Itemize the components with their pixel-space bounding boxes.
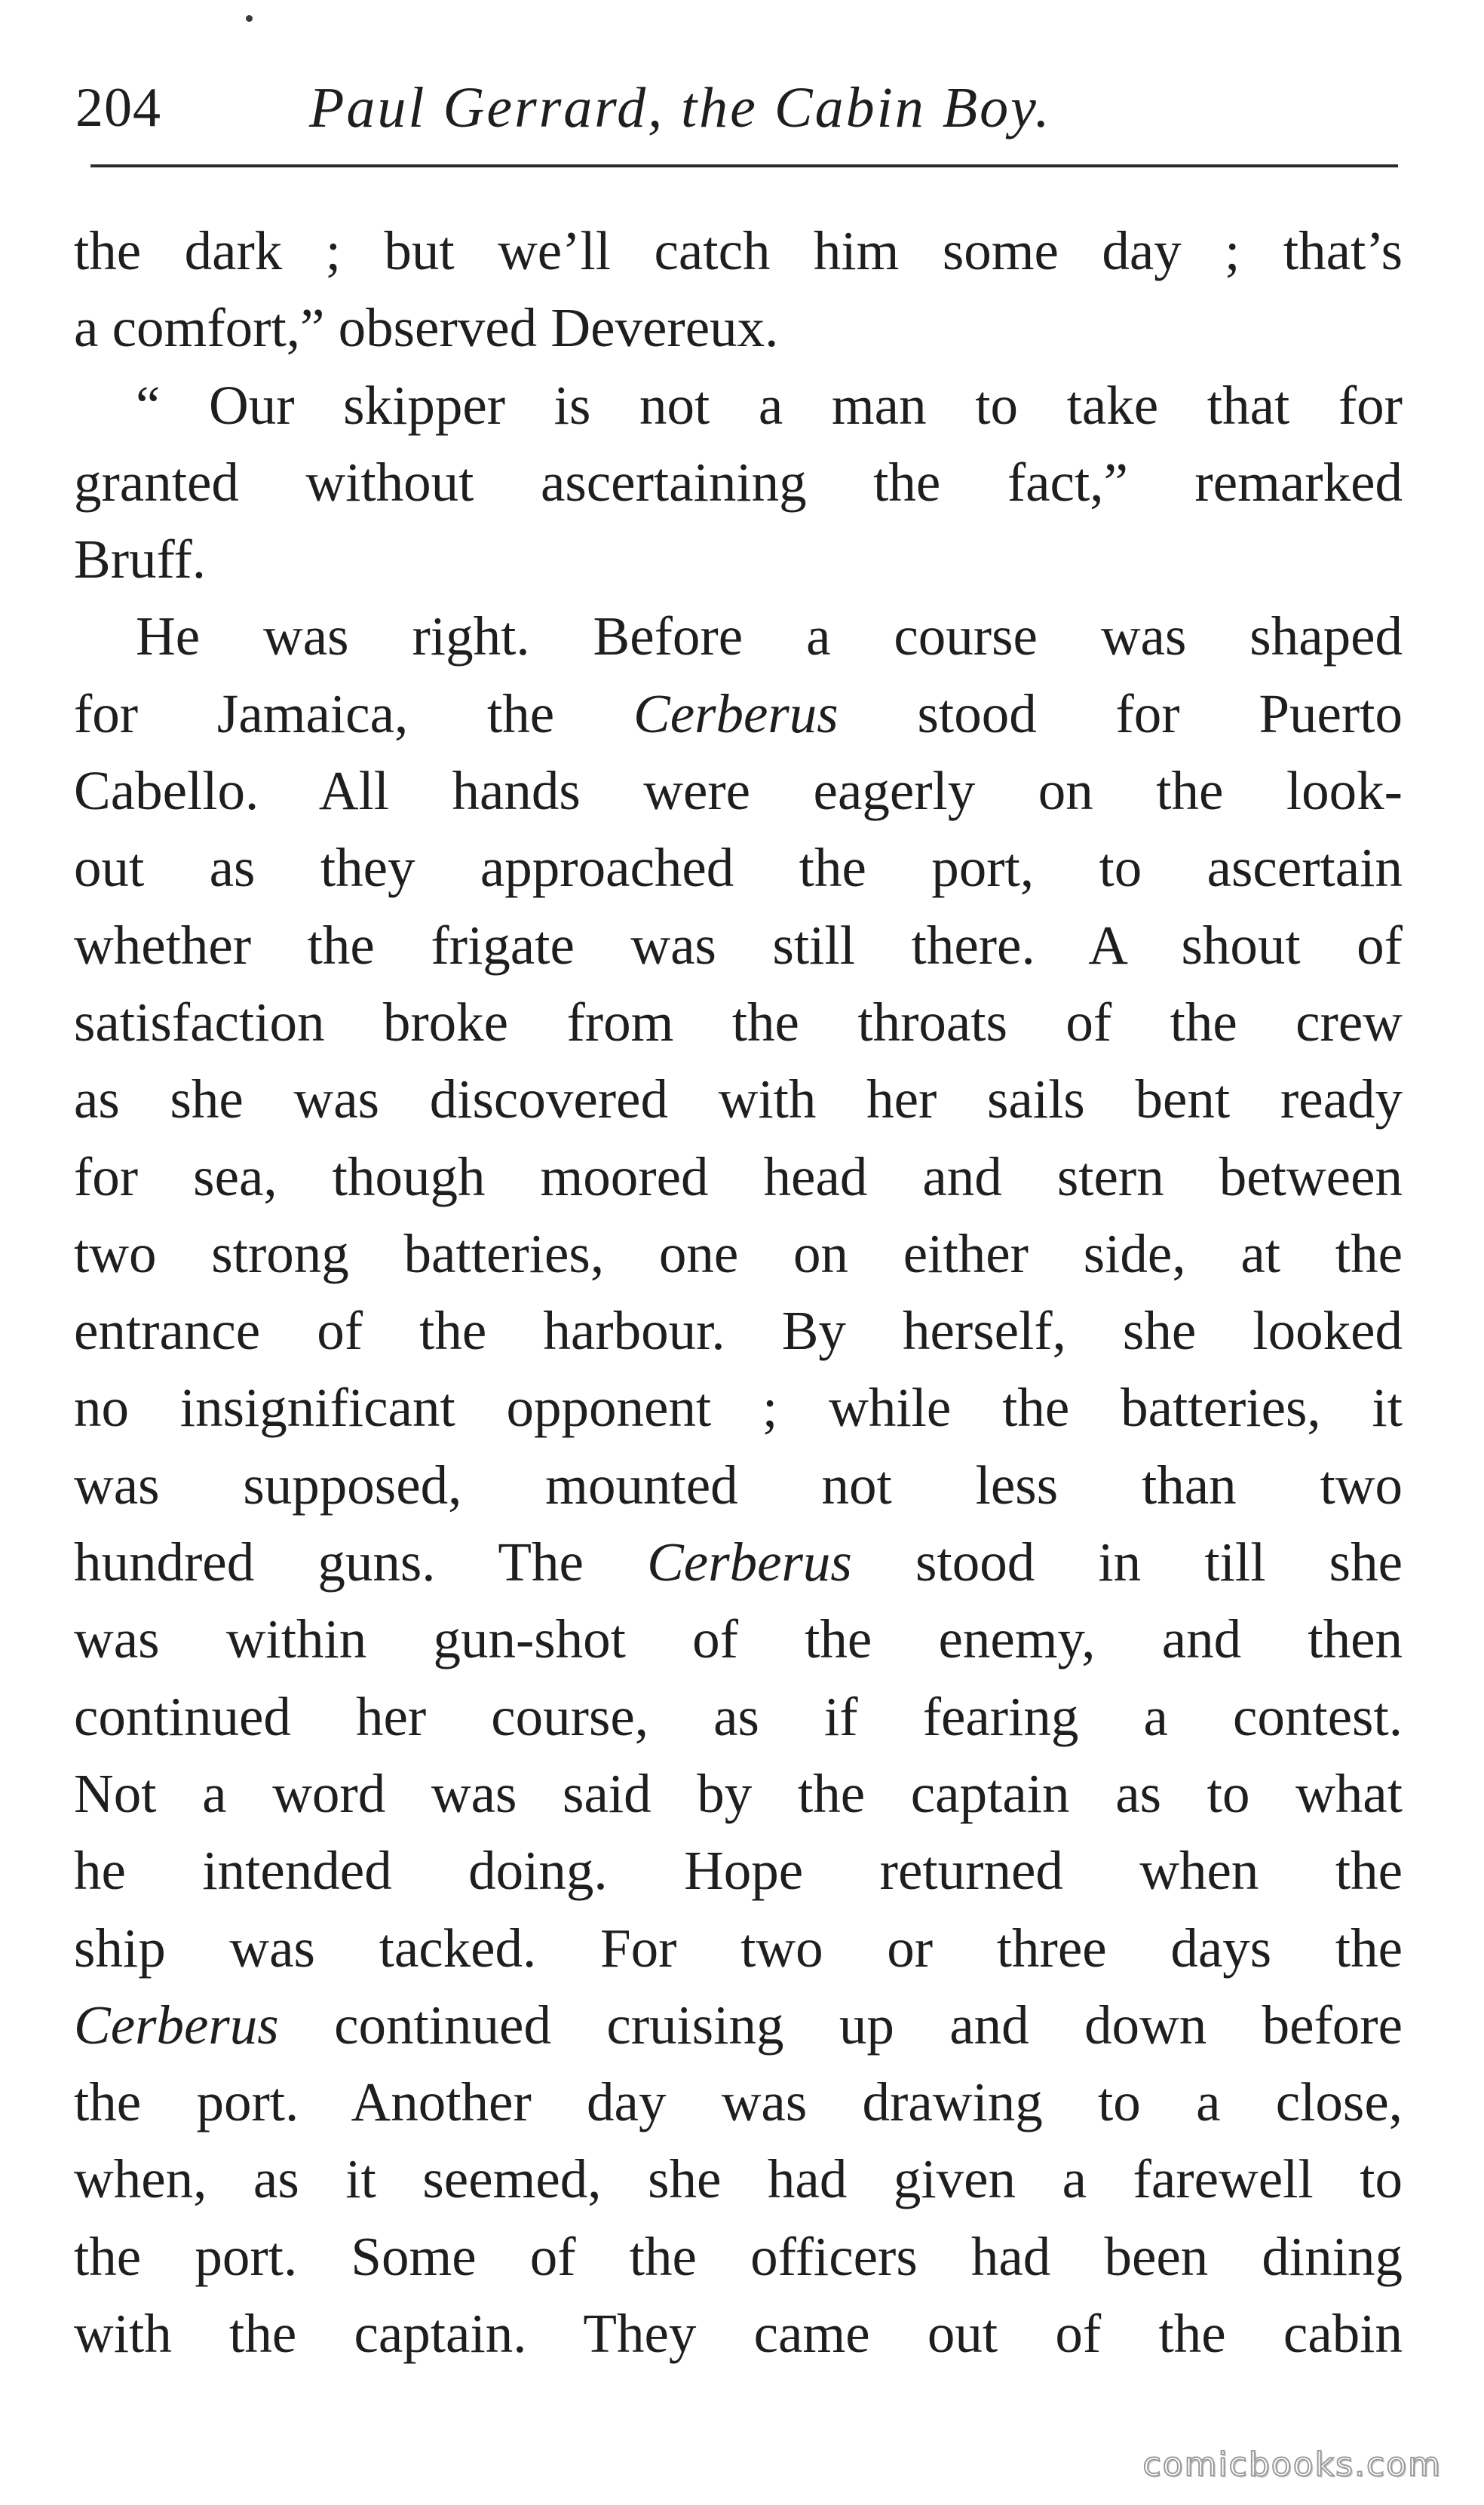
text-line: as she was discovered with her sails bent ready xyxy=(74,1069,1403,1130)
text-line: ship was tacked. For two or three days the xyxy=(74,1917,1403,1979)
text-line: the port. Some of the officers had been dining xyxy=(74,2225,1403,2287)
ship-name: Cerberus xyxy=(647,1532,852,1593)
body-text xyxy=(74,213,1403,2372)
running-title: Paul Gerrard, the Cabin Boy. xyxy=(309,76,1052,140)
text-line: continued her course, as if fearing a contest. xyxy=(74,1685,1403,1747)
ship-name: Cerberus xyxy=(633,682,839,744)
text-line: was within gun-shot of the enemy, and then xyxy=(74,1608,1403,1670)
text-line: Bruff. xyxy=(74,529,207,590)
text-line: entrance of the harbour. By herself, she looked xyxy=(74,1300,1403,1362)
text-line: two strong batteries, one on either side, at the xyxy=(74,1222,1403,1284)
text-line: a comfort,” observed Devereux. xyxy=(74,297,779,359)
text-line: “ Our skipper is not a man to take that for xyxy=(136,374,1403,436)
text-line: whether the frigate was still there. A shout of xyxy=(74,914,1403,976)
page-number: 204 xyxy=(75,77,161,139)
header-rule xyxy=(90,164,1398,167)
ship-name: Cerberus xyxy=(74,1994,279,2056)
ink-speck xyxy=(246,15,253,22)
text-line: He was right. Before a course was shaped xyxy=(136,606,1403,667)
text-line: satisfaction broke from the throats of the crew xyxy=(74,991,1403,1053)
text-line: granted without ascertaining the fact,” remarked xyxy=(74,451,1403,513)
text-line: hundred guns. The Cerberus stood in till she xyxy=(74,1532,1403,1593)
text-line: he intended doing. Hope returned when the xyxy=(74,1840,1403,1902)
text-line: the port. Another day was drawing to a close, xyxy=(74,2071,1403,2133)
text-line: when, as it seemed, she had given a farewell to xyxy=(74,2148,1403,2210)
text-line: no insignificant opponent ; while the batteries, it xyxy=(74,1377,1403,1439)
text-line: the dark ; but we’ll catch him some day ; that’s xyxy=(74,220,1403,281)
text-line: was supposed, mounted not less than two xyxy=(74,1454,1403,1516)
text-line: out as they approached the port, to ascertain xyxy=(74,837,1403,899)
watermark: comicbooks.com xyxy=(1142,2445,1442,2484)
text-line: Not a word was said by the captain as to what xyxy=(74,1762,1403,1824)
text-line: Cerberus continued cruising up and down before xyxy=(74,1994,1403,2056)
text-line: for sea, though moored head and stern between xyxy=(74,1145,1403,1207)
page-header xyxy=(75,66,1403,157)
text-line: Cabello. All hands were eagerly on the look- xyxy=(74,760,1403,822)
text-line: with the captain. They came out of the cabin xyxy=(74,2303,1403,2365)
text-line: for Jamaica, the Cerberus stood for Puerto xyxy=(74,682,1403,744)
